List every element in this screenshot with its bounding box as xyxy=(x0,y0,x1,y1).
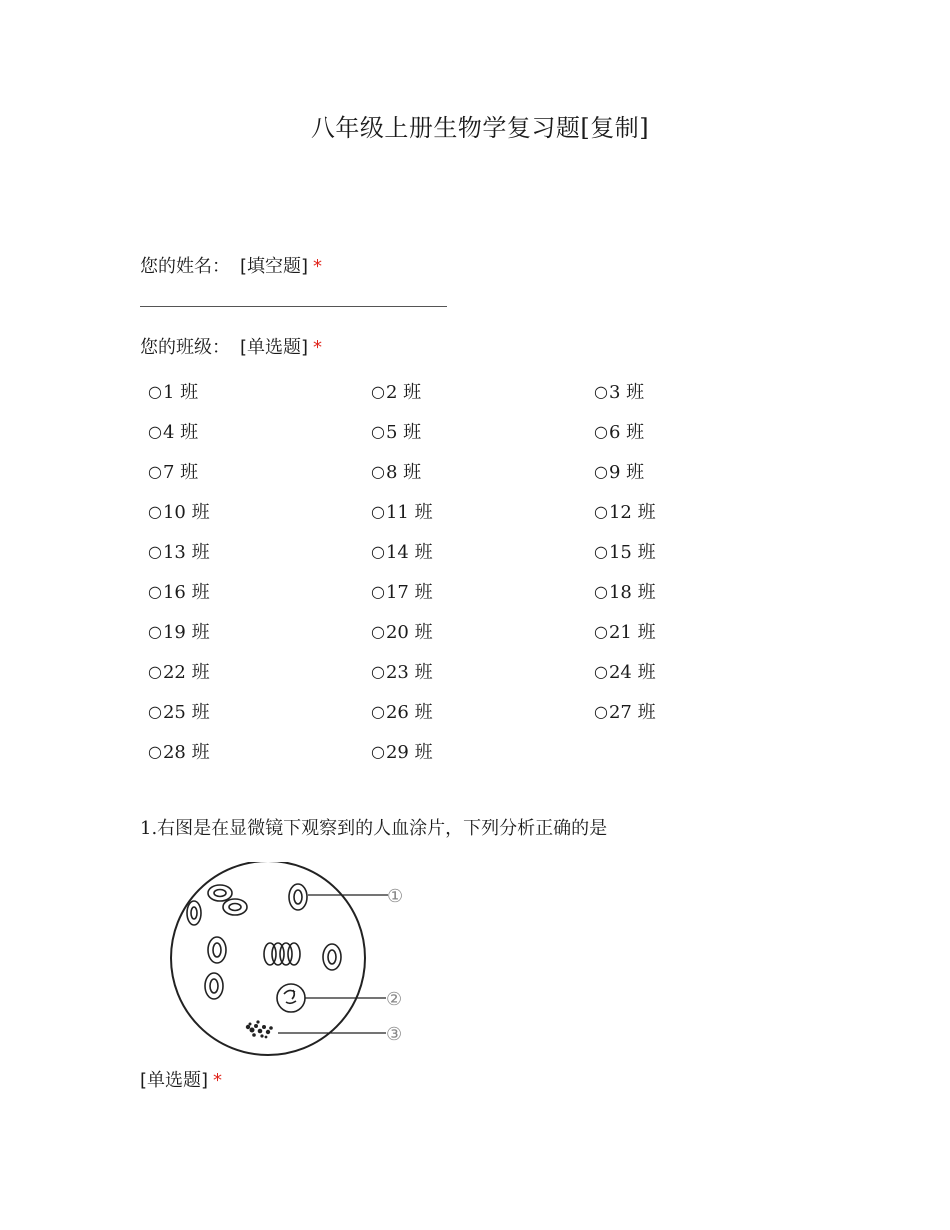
class-option[interactable] xyxy=(371,658,594,684)
class-option[interactable] xyxy=(148,738,371,764)
radio-icon[interactable]: ○ xyxy=(148,541,162,561)
red-blood-cell xyxy=(187,901,201,925)
radio-icon[interactable]: ○ xyxy=(148,621,162,641)
required-mark: * xyxy=(213,1070,223,1091)
class-option[interactable] xyxy=(371,738,594,764)
radio-icon[interactable]: ○ xyxy=(148,701,162,721)
option-label: 4 班 xyxy=(162,422,199,443)
class-option[interactable] xyxy=(148,458,371,484)
name-input-line[interactable] xyxy=(140,306,447,307)
radio-icon[interactable]: ○ xyxy=(594,581,608,601)
blood-smear-svg xyxy=(160,862,420,1058)
option-label: 11 班 xyxy=(385,502,433,523)
radio-icon[interactable]: ○ xyxy=(148,461,162,481)
radio-icon[interactable]: ○ xyxy=(371,581,385,601)
radio-icon[interactable]: ○ xyxy=(371,421,385,441)
class-option[interactable] xyxy=(594,578,817,604)
class-option[interactable] xyxy=(594,618,817,644)
class-option[interactable] xyxy=(371,498,594,524)
class-option[interactable] xyxy=(148,378,371,404)
class-option[interactable] xyxy=(371,378,594,404)
option-label: 25 班 xyxy=(162,702,210,723)
red-blood-cell xyxy=(323,944,341,970)
radio-icon[interactable]: ○ xyxy=(371,621,385,641)
option-label: 10 班 xyxy=(162,502,210,523)
class-option[interactable] xyxy=(371,578,594,604)
survey-title: 八年级上册生物学复习题[复制] xyxy=(310,114,650,142)
option-label: 18 班 xyxy=(608,582,656,603)
radio-icon[interactable]: ○ xyxy=(594,541,608,561)
option-label: 7 班 xyxy=(162,462,199,483)
class-option[interactable] xyxy=(371,418,594,444)
radio-icon[interactable]: ○ xyxy=(371,661,385,681)
name-question xyxy=(140,252,322,278)
option-label: 22 班 xyxy=(162,662,210,683)
class-option[interactable] xyxy=(148,698,371,724)
radio-icon[interactable]: ○ xyxy=(594,621,608,641)
radio-icon[interactable]: ○ xyxy=(371,381,385,401)
radio-icon[interactable]: ○ xyxy=(148,741,162,761)
radio-icon[interactable]: ○ xyxy=(148,501,162,521)
option-label: 2 班 xyxy=(385,382,422,403)
option-label: 16 班 xyxy=(162,582,210,603)
radio-icon[interactable]: ○ xyxy=(371,461,385,481)
question-1-type-label: [单选题] xyxy=(140,1070,209,1091)
option-label: 14 班 xyxy=(385,542,433,563)
name-question-label: 您的姓名： xyxy=(140,256,230,277)
radio-icon[interactable]: ○ xyxy=(594,421,608,441)
radio-icon[interactable]: ○ xyxy=(148,661,162,681)
red-blood-cell xyxy=(223,899,247,915)
class-option[interactable] xyxy=(594,458,817,484)
radio-icon[interactable]: ○ xyxy=(594,381,608,401)
radio-icon[interactable]: ○ xyxy=(594,661,608,681)
class-option[interactable] xyxy=(371,618,594,644)
radio-icon[interactable]: ○ xyxy=(594,701,608,721)
option-label: 29 班 xyxy=(385,742,433,763)
radio-icon[interactable]: ○ xyxy=(148,421,162,441)
required-mark: * xyxy=(313,337,323,358)
class-option[interactable] xyxy=(148,658,371,684)
option-label: 23 班 xyxy=(385,662,433,683)
class-question-label: 您的班级： xyxy=(140,337,230,358)
option-label: 28 班 xyxy=(162,742,210,763)
class-option[interactable] xyxy=(148,618,371,644)
label-3: ③ xyxy=(386,1024,403,1045)
class-option[interactable] xyxy=(371,698,594,724)
option-label: 15 班 xyxy=(608,542,656,563)
option-label: 9 班 xyxy=(608,462,645,483)
option-label: 12 班 xyxy=(608,502,656,523)
blood-smear-diagram xyxy=(160,862,420,1062)
label-1: ① xyxy=(387,886,404,907)
question-1-type xyxy=(140,1066,222,1092)
radio-icon[interactable]: ○ xyxy=(594,501,608,521)
class-question xyxy=(140,333,322,359)
platelet-cluster xyxy=(246,1020,273,1038)
radio-icon[interactable]: ○ xyxy=(371,701,385,721)
red-blood-cell xyxy=(205,973,223,999)
radio-icon[interactable]: ○ xyxy=(371,501,385,521)
option-label: 8 班 xyxy=(385,462,422,483)
option-label: 17 班 xyxy=(385,582,433,603)
question-1-text: 1.右图是在显微镜下观察到的人血涂片，下列分析正确的是 xyxy=(140,818,608,839)
class-option[interactable] xyxy=(371,458,594,484)
red-blood-cell xyxy=(208,885,232,901)
class-option[interactable] xyxy=(148,538,371,564)
class-option[interactable] xyxy=(148,578,371,604)
red-blood-cell-stack xyxy=(264,943,300,965)
option-label: 1 班 xyxy=(162,382,199,403)
option-label: 19 班 xyxy=(162,622,210,643)
class-option[interactable] xyxy=(594,378,817,404)
class-option[interactable] xyxy=(148,418,371,444)
label-2: ② xyxy=(386,989,403,1010)
radio-icon[interactable]: ○ xyxy=(148,381,162,401)
class-option[interactable] xyxy=(594,698,817,724)
option-label: 3 班 xyxy=(608,382,645,403)
option-label: 5 班 xyxy=(385,422,422,443)
class-option[interactable] xyxy=(594,418,817,444)
name-question-type: [填空题] xyxy=(240,256,309,277)
radio-icon[interactable]: ○ xyxy=(148,581,162,601)
class-options xyxy=(148,378,828,778)
radio-icon[interactable]: ○ xyxy=(594,461,608,481)
option-label: 20 班 xyxy=(385,622,433,643)
option-label: 21 班 xyxy=(608,622,656,643)
class-option[interactable] xyxy=(371,538,594,564)
class-option[interactable] xyxy=(148,498,371,524)
class-option[interactable] xyxy=(594,658,817,684)
option-label: 27 班 xyxy=(608,702,656,723)
radio-icon[interactable]: ○ xyxy=(371,541,385,561)
option-label: 26 班 xyxy=(385,702,433,723)
class-option[interactable] xyxy=(594,538,817,564)
required-mark: * xyxy=(313,256,323,277)
white-blood-cell xyxy=(277,984,305,1012)
option-label: 6 班 xyxy=(608,422,645,443)
radio-icon[interactable]: ○ xyxy=(371,741,385,761)
option-label: 13 班 xyxy=(162,542,210,563)
class-question-type: [单选题] xyxy=(240,337,309,358)
class-option[interactable] xyxy=(594,498,817,524)
option-label: 24 班 xyxy=(608,662,656,683)
red-blood-cell xyxy=(289,884,307,910)
red-blood-cell xyxy=(208,937,226,963)
